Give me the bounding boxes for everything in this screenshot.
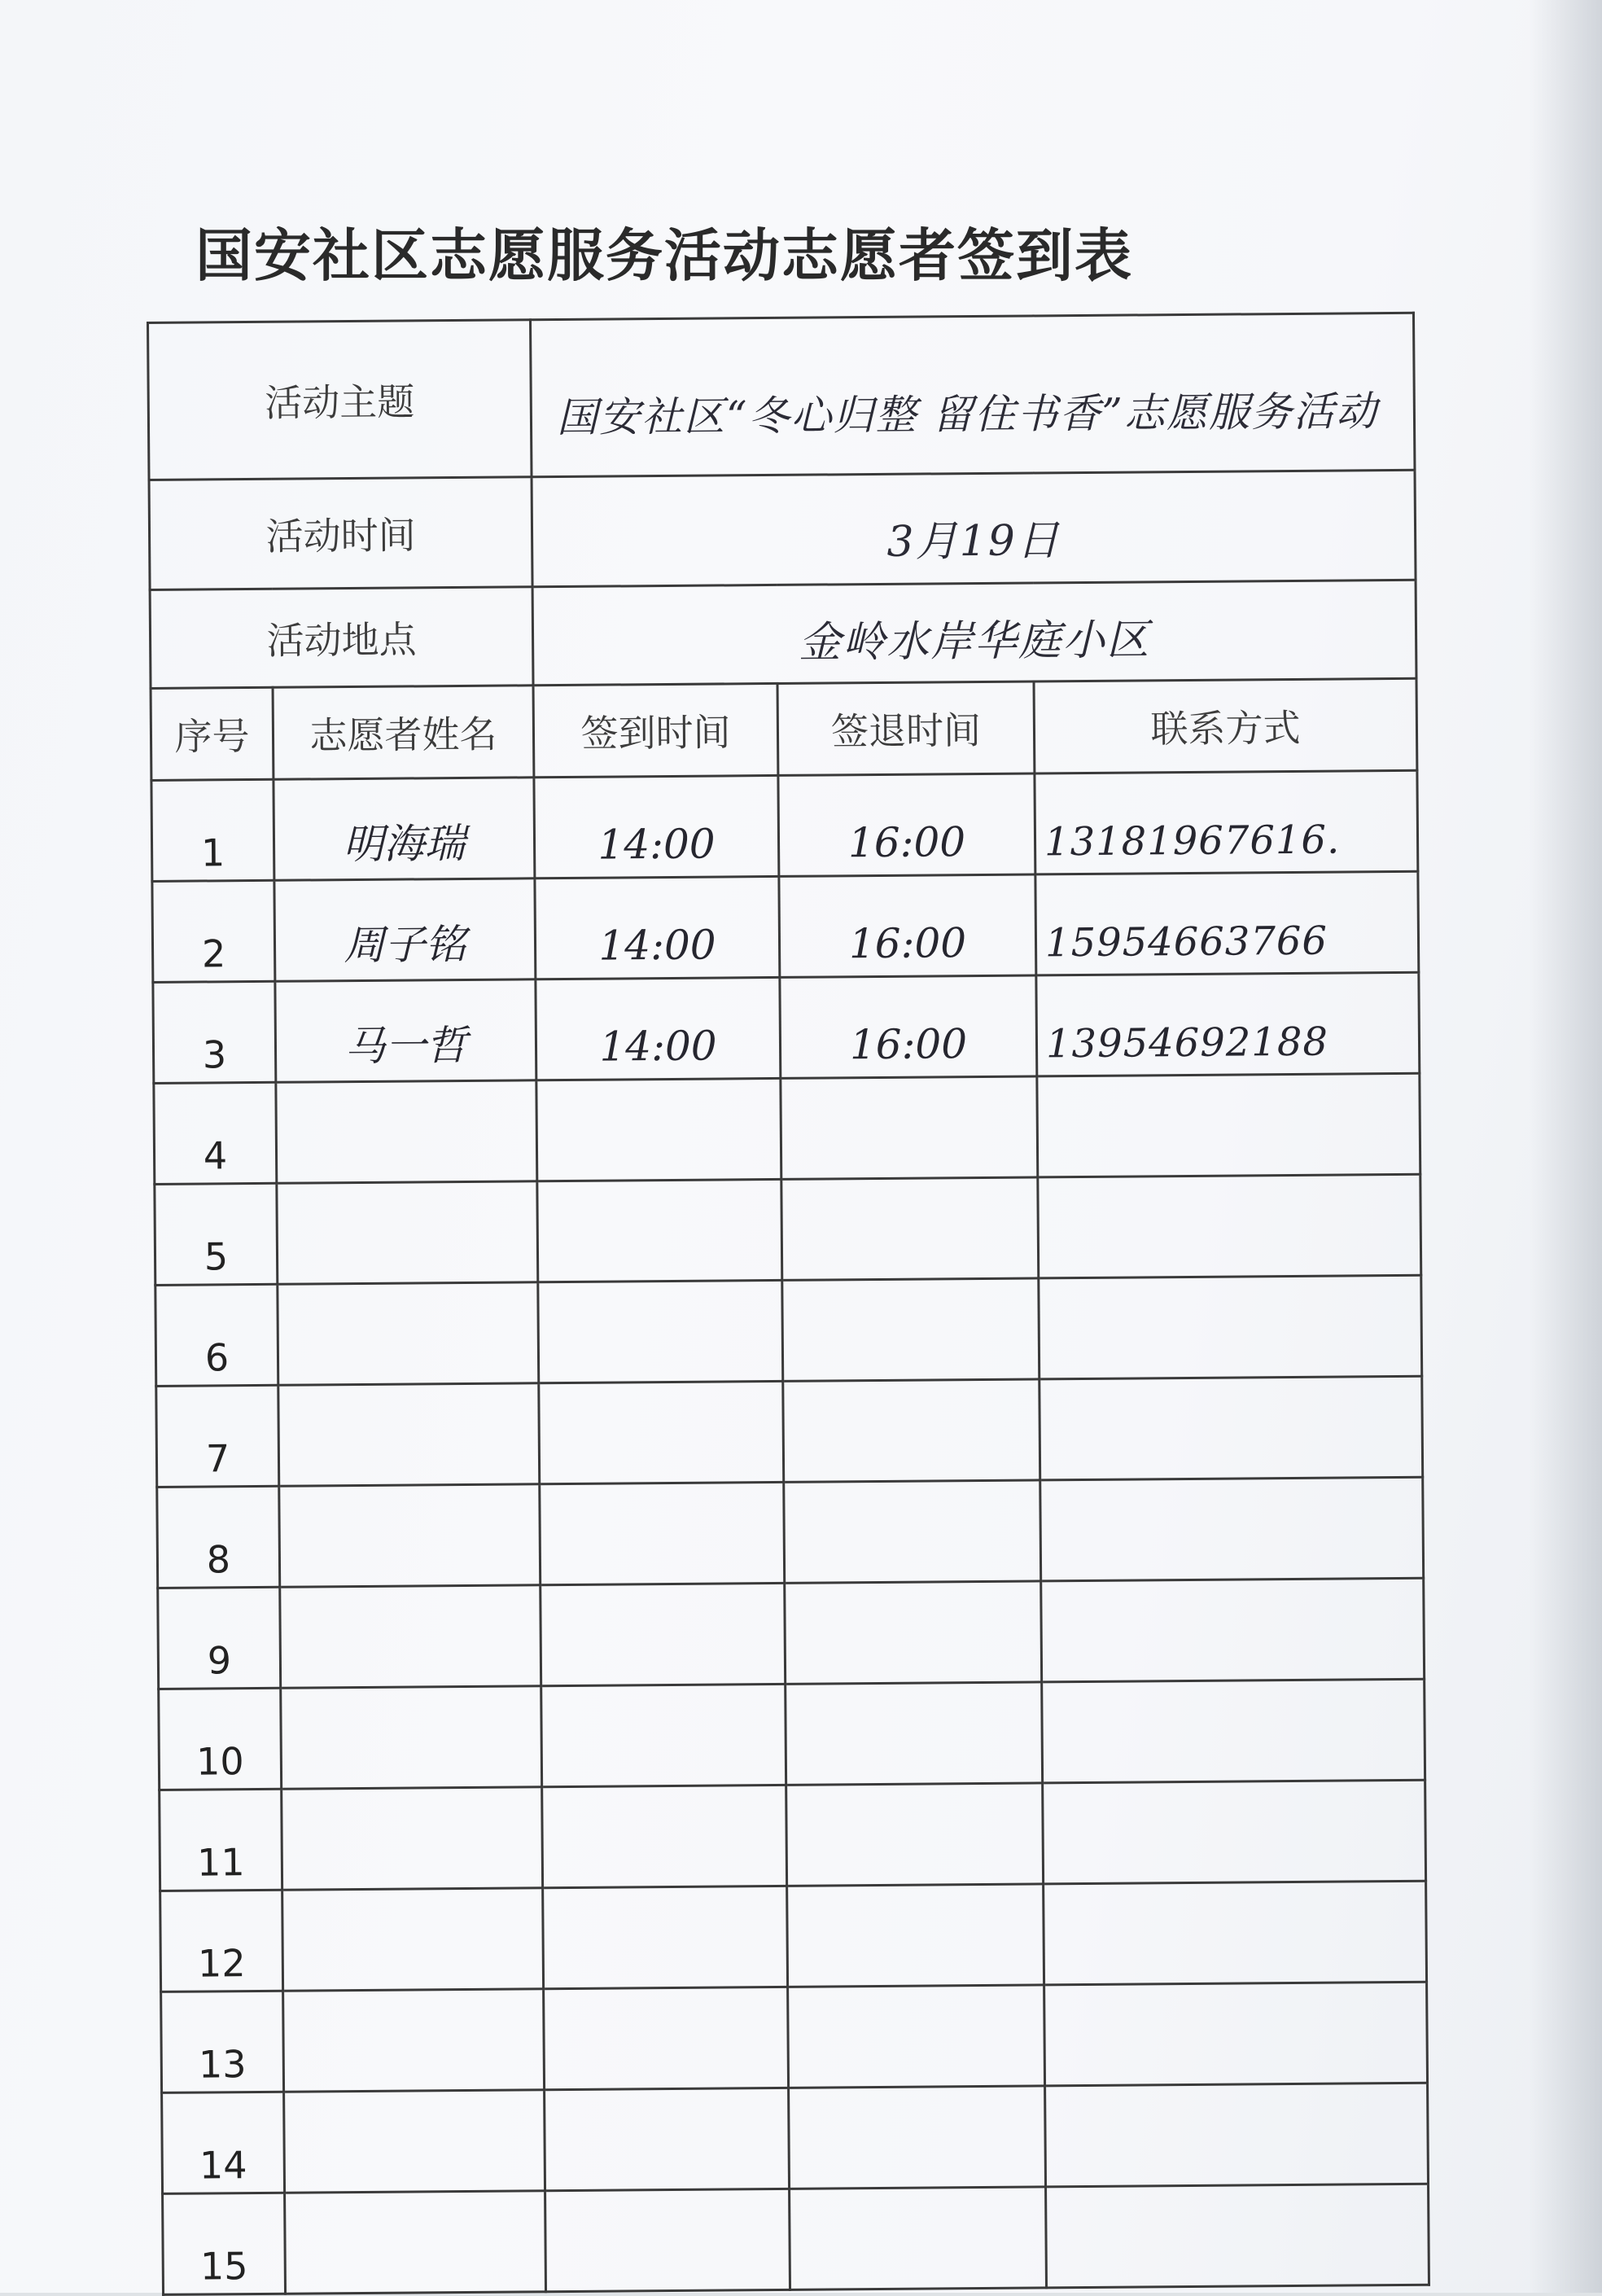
contact-phone — [1042, 1679, 1425, 1783]
signout-time — [785, 1581, 1042, 1684]
signout-time — [783, 1379, 1040, 1482]
volunteer-name — [278, 1383, 540, 1487]
volunteer-name — [279, 1484, 541, 1588]
col-header-no: 序号 — [151, 687, 274, 780]
col-header-signin: 签到时间 — [533, 683, 778, 777]
row-number: 13 — [161, 1991, 284, 2092]
contact-phone — [1038, 1174, 1421, 1278]
signin-time — [536, 1078, 781, 1181]
contact-phone — [1039, 1275, 1422, 1379]
contact-phone — [1040, 1477, 1424, 1581]
signout-time: 16:00 — [778, 773, 1035, 876]
signin-table — [147, 312, 1430, 2296]
place-value: 金岭水岸华庭小区 — [532, 580, 1416, 686]
contact-phone — [1041, 1578, 1425, 1682]
signin-time — [545, 2088, 790, 2190]
row-number: 12 — [160, 1890, 283, 1991]
row-number: 2 — [152, 880, 275, 982]
signout-time — [789, 2086, 1046, 2189]
info-row-topic — [148, 313, 1415, 480]
signin-time — [541, 1684, 786, 1786]
table-row — [159, 1679, 1425, 1790]
volunteer-name — [280, 1585, 541, 1689]
volunteer-name — [283, 1989, 545, 2092]
table-row — [155, 1174, 1421, 1285]
row-number: 11 — [160, 1789, 282, 1891]
topic-label: 活动主题 — [148, 320, 532, 480]
table-row — [160, 1780, 1426, 1891]
volunteer-name: 马一哲 — [275, 979, 536, 1083]
signin-time: 14:00 — [534, 775, 779, 878]
row-number: 14 — [162, 2092, 285, 2193]
contact-phone — [1046, 2184, 1429, 2288]
signout-time: 16:00 — [779, 874, 1036, 977]
volunteer-name — [285, 2191, 546, 2294]
signin-time — [539, 1381, 784, 1483]
col-header-signout: 签退时间 — [777, 681, 1035, 775]
signin-time — [540, 1482, 785, 1584]
table-row — [153, 972, 1420, 1083]
signin-time — [538, 1280, 783, 1382]
signout-time — [784, 1480, 1041, 1583]
volunteer-name — [276, 1080, 537, 1184]
table-body — [148, 313, 1429, 2294]
signout-time — [782, 1278, 1040, 1381]
row-number: 1 — [151, 779, 274, 881]
signout-time — [790, 2187, 1047, 2289]
paper-edge-shadow — [1529, 0, 1602, 2293]
row-number: 4 — [154, 1082, 277, 1184]
contact-phone — [1045, 2083, 1429, 2187]
signin-time — [544, 1987, 789, 2089]
contact-phone: 13954692188 — [1036, 972, 1420, 1076]
contact-phone — [1037, 1073, 1420, 1177]
table-row — [151, 770, 1418, 881]
signin-time — [542, 1785, 787, 1887]
table-row — [163, 2184, 1429, 2294]
row-number: 10 — [159, 1688, 282, 1790]
volunteer-name: 周子铭 — [274, 879, 536, 982]
contact-phone: 13181967616. — [1035, 770, 1418, 874]
row-number: 8 — [157, 1486, 280, 1588]
contact-phone — [1043, 1780, 1426, 1884]
signout-time — [781, 1177, 1039, 1280]
signin-time — [541, 1583, 786, 1685]
place-label: 活动地点 — [150, 587, 533, 689]
table-row — [158, 1578, 1425, 1689]
topic-value: 国安社区“冬心归整 留住书香”志愿服务活动 — [530, 313, 1414, 477]
signout-time — [788, 1985, 1045, 2088]
signout-time: 16:00 — [780, 975, 1037, 1078]
contact-phone — [1040, 1376, 1423, 1480]
signin-time — [545, 2189, 790, 2291]
row-number: 3 — [153, 981, 276, 1083]
contact-phone — [1044, 1881, 1427, 1985]
table-row — [161, 1982, 1428, 2092]
signin-time — [537, 1179, 782, 1282]
contact-phone — [1044, 1982, 1428, 2086]
table-row — [156, 1376, 1423, 1487]
signin-form — [147, 312, 1430, 2289]
table-row — [155, 1275, 1422, 1386]
volunteer-name — [278, 1282, 539, 1386]
signin-time: 14:00 — [535, 876, 780, 979]
table-row — [157, 1477, 1424, 1588]
row-number: 7 — [156, 1385, 279, 1487]
table-row — [162, 2083, 1429, 2193]
volunteer-name — [284, 2090, 545, 2193]
volunteer-name: 明海瑞 — [274, 778, 535, 881]
signout-time — [786, 1783, 1044, 1886]
signout-time — [787, 1884, 1044, 1987]
info-row-time — [149, 470, 1416, 589]
signin-time: 14:00 — [536, 977, 781, 1080]
volunteer-name — [282, 1787, 543, 1891]
col-header-name: 志愿者姓名 — [273, 686, 534, 780]
row-number: 15 — [163, 2193, 286, 2294]
table-row — [152, 871, 1419, 982]
row-number: 9 — [158, 1587, 281, 1689]
column-header-row — [151, 678, 1417, 780]
page-title: 国安社区志愿服务活动志愿者签到表 — [195, 222, 1133, 289]
volunteer-name — [281, 1686, 542, 1790]
row-number: 6 — [155, 1284, 278, 1386]
info-row-place — [150, 580, 1416, 688]
signout-time — [781, 1076, 1038, 1179]
row-number: 5 — [155, 1183, 278, 1285]
table-row — [154, 1073, 1420, 1184]
volunteer-name — [277, 1181, 538, 1285]
contact-phone: 15954663766 — [1035, 871, 1419, 975]
time-label: 活动时间 — [149, 477, 532, 590]
signin-time — [543, 1886, 788, 1988]
signout-time — [786, 1682, 1043, 1785]
col-header-contact: 联系方式 — [1034, 678, 1417, 773]
time-value: 3月19日 — [532, 470, 1416, 587]
volunteer-name — [282, 1888, 544, 1991]
table-row — [160, 1881, 1427, 1991]
